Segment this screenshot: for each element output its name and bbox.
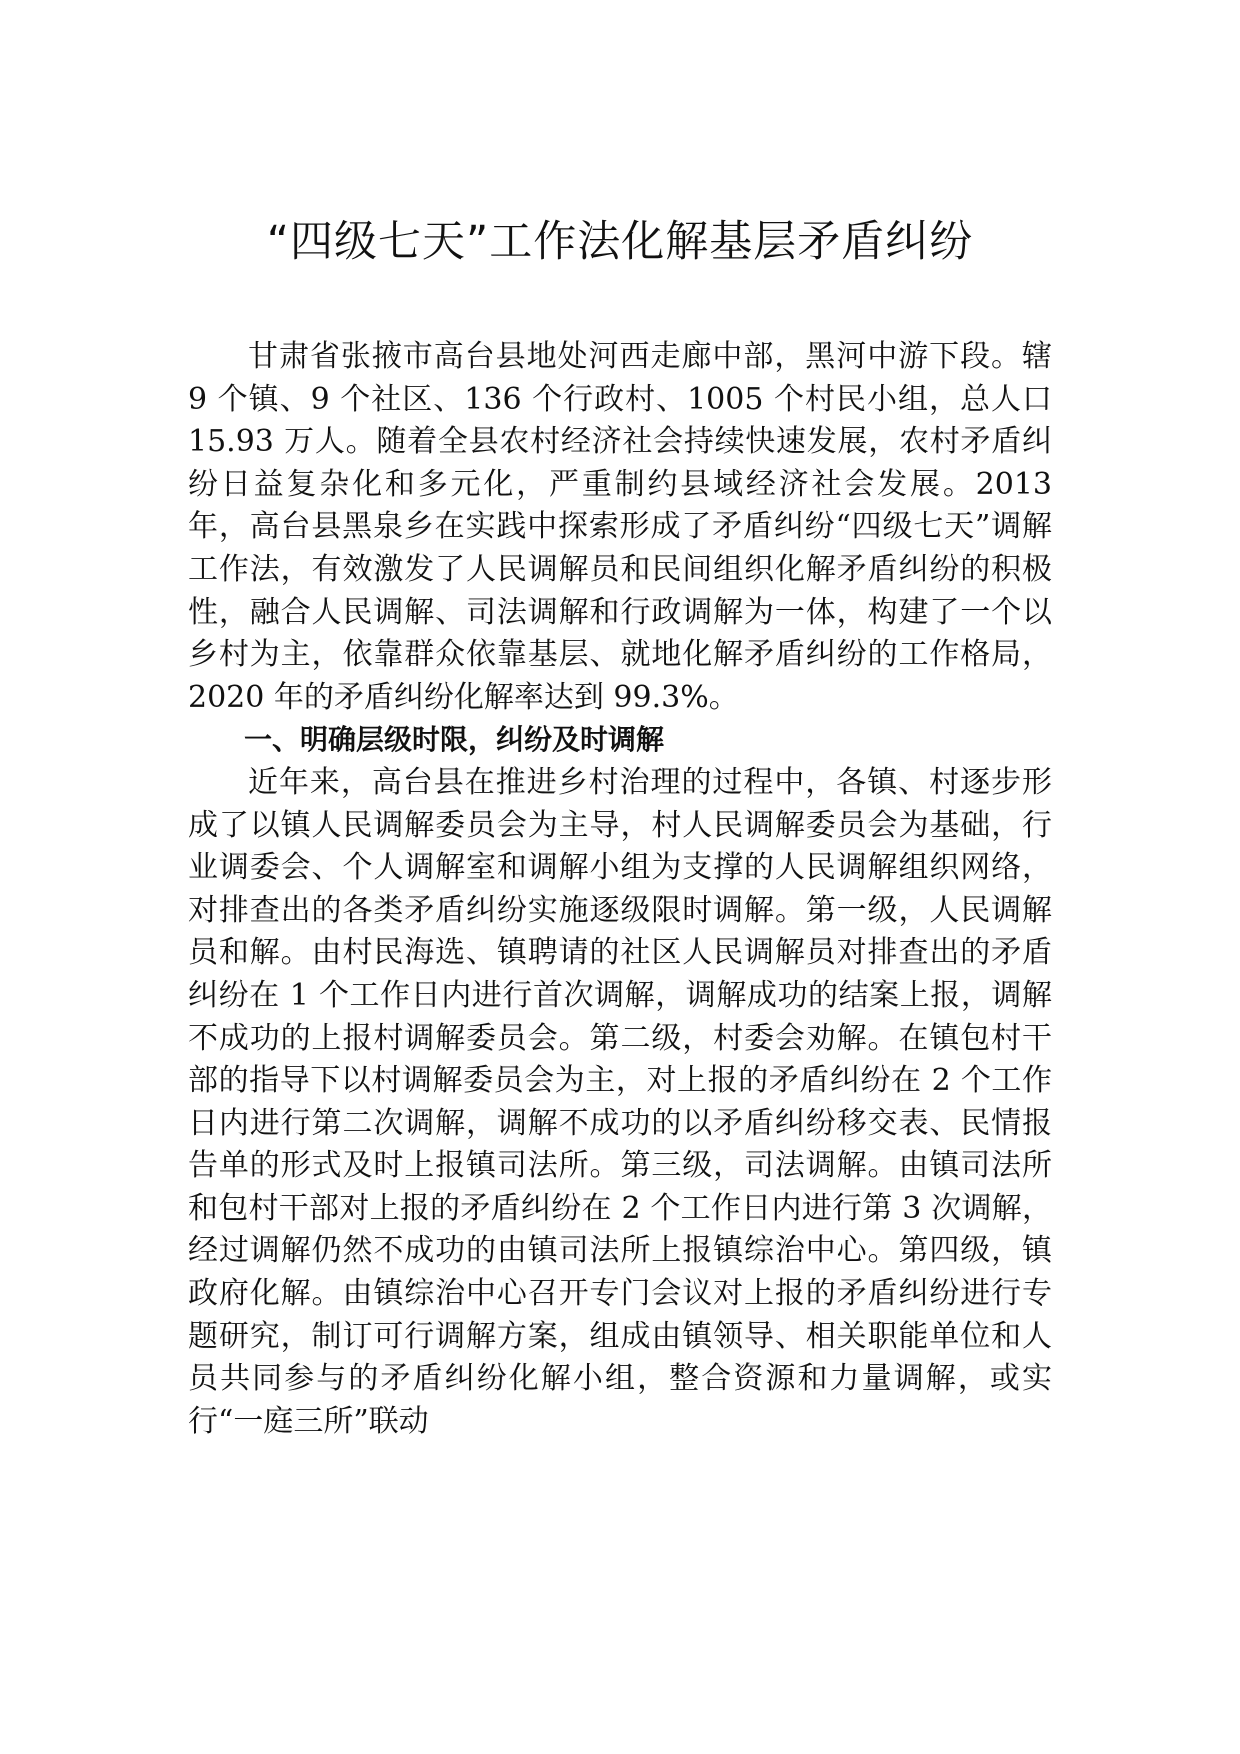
paragraph-section-1: 近年来，高台县在推进乡村治理的过程中，各镇、村逐步形成了以镇人民调解委员会为主导，村人民调解委员会为基础，行业调委会、个人调解室和调解小组为支撑的人民调解组织网络，对排查出的各类矛盾纠纷实施逐级限时调解。第一级，人民调解员和解。由村民海选、镇聘请的社区人民调解员对排查出的矛盾纠纷在 1 个工作日内进行首次调解，调解成功的结案上报，调解不成功的上报村调解委员会。第二级，村委会劝解。在镇包村干部的指导下以村调解委员会为主，对上报的矛盾纠纷在 2 个工作日内进行第二次调解，调解不成功的以矛盾纠纷移交表、民情报告单的形式及时上报镇司法所。第三级，司法调解。由镇司法所和包村干部对上报的矛盾纠纷在 2 个工作日内进行第 3 次调解，经过调解仍然不成功的由镇司法所上报镇综治中心。第四级，镇政府化解。由镇综治中心召开专门会议对上报的矛盾纠纷进行专题研究，制订可行调解方案，组成由镇领导、相关职能单位和人员共同参与的矛盾纠纷化解小组，整合资源和力量调解，或实行“一庭三所”联动 xyxy=(188,764,1052,1439)
section-heading-1: 一、明确层级时限，纠纷及时调解 xyxy=(244,723,665,757)
document-title: “四级七天”工作法化解基层矛盾纠纷 xyxy=(266,217,974,267)
paragraph-intro: 甘肃省张掖市高台县地处河西走廊中部，黑河中游下段。辖 9 个镇、9 个社区、136 个行政村、1005 个村民小组，总人口 15.93 万人。随着全县农村经济社会持续快速发展，农村矛盾纠纷日益复杂化和多元化，严重制约县域经济社会发展。2013 年，高台县黑泉乡在实践中探索形成了矛盾纠纷“四级七天”调解工作法，有效激发了人民调解员和民间组织化解矛盾纠纷的积极性，融合人民调解、司法调解和行政调解为一体，构建了一个以乡村为主，依靠群众依靠基层、就地化解矛盾纠纷的工作格局，2020 年的矛盾纠纷化解率达到 99.3%。 xyxy=(188,339,1052,715)
document-body xyxy=(188,336,1052,1443)
